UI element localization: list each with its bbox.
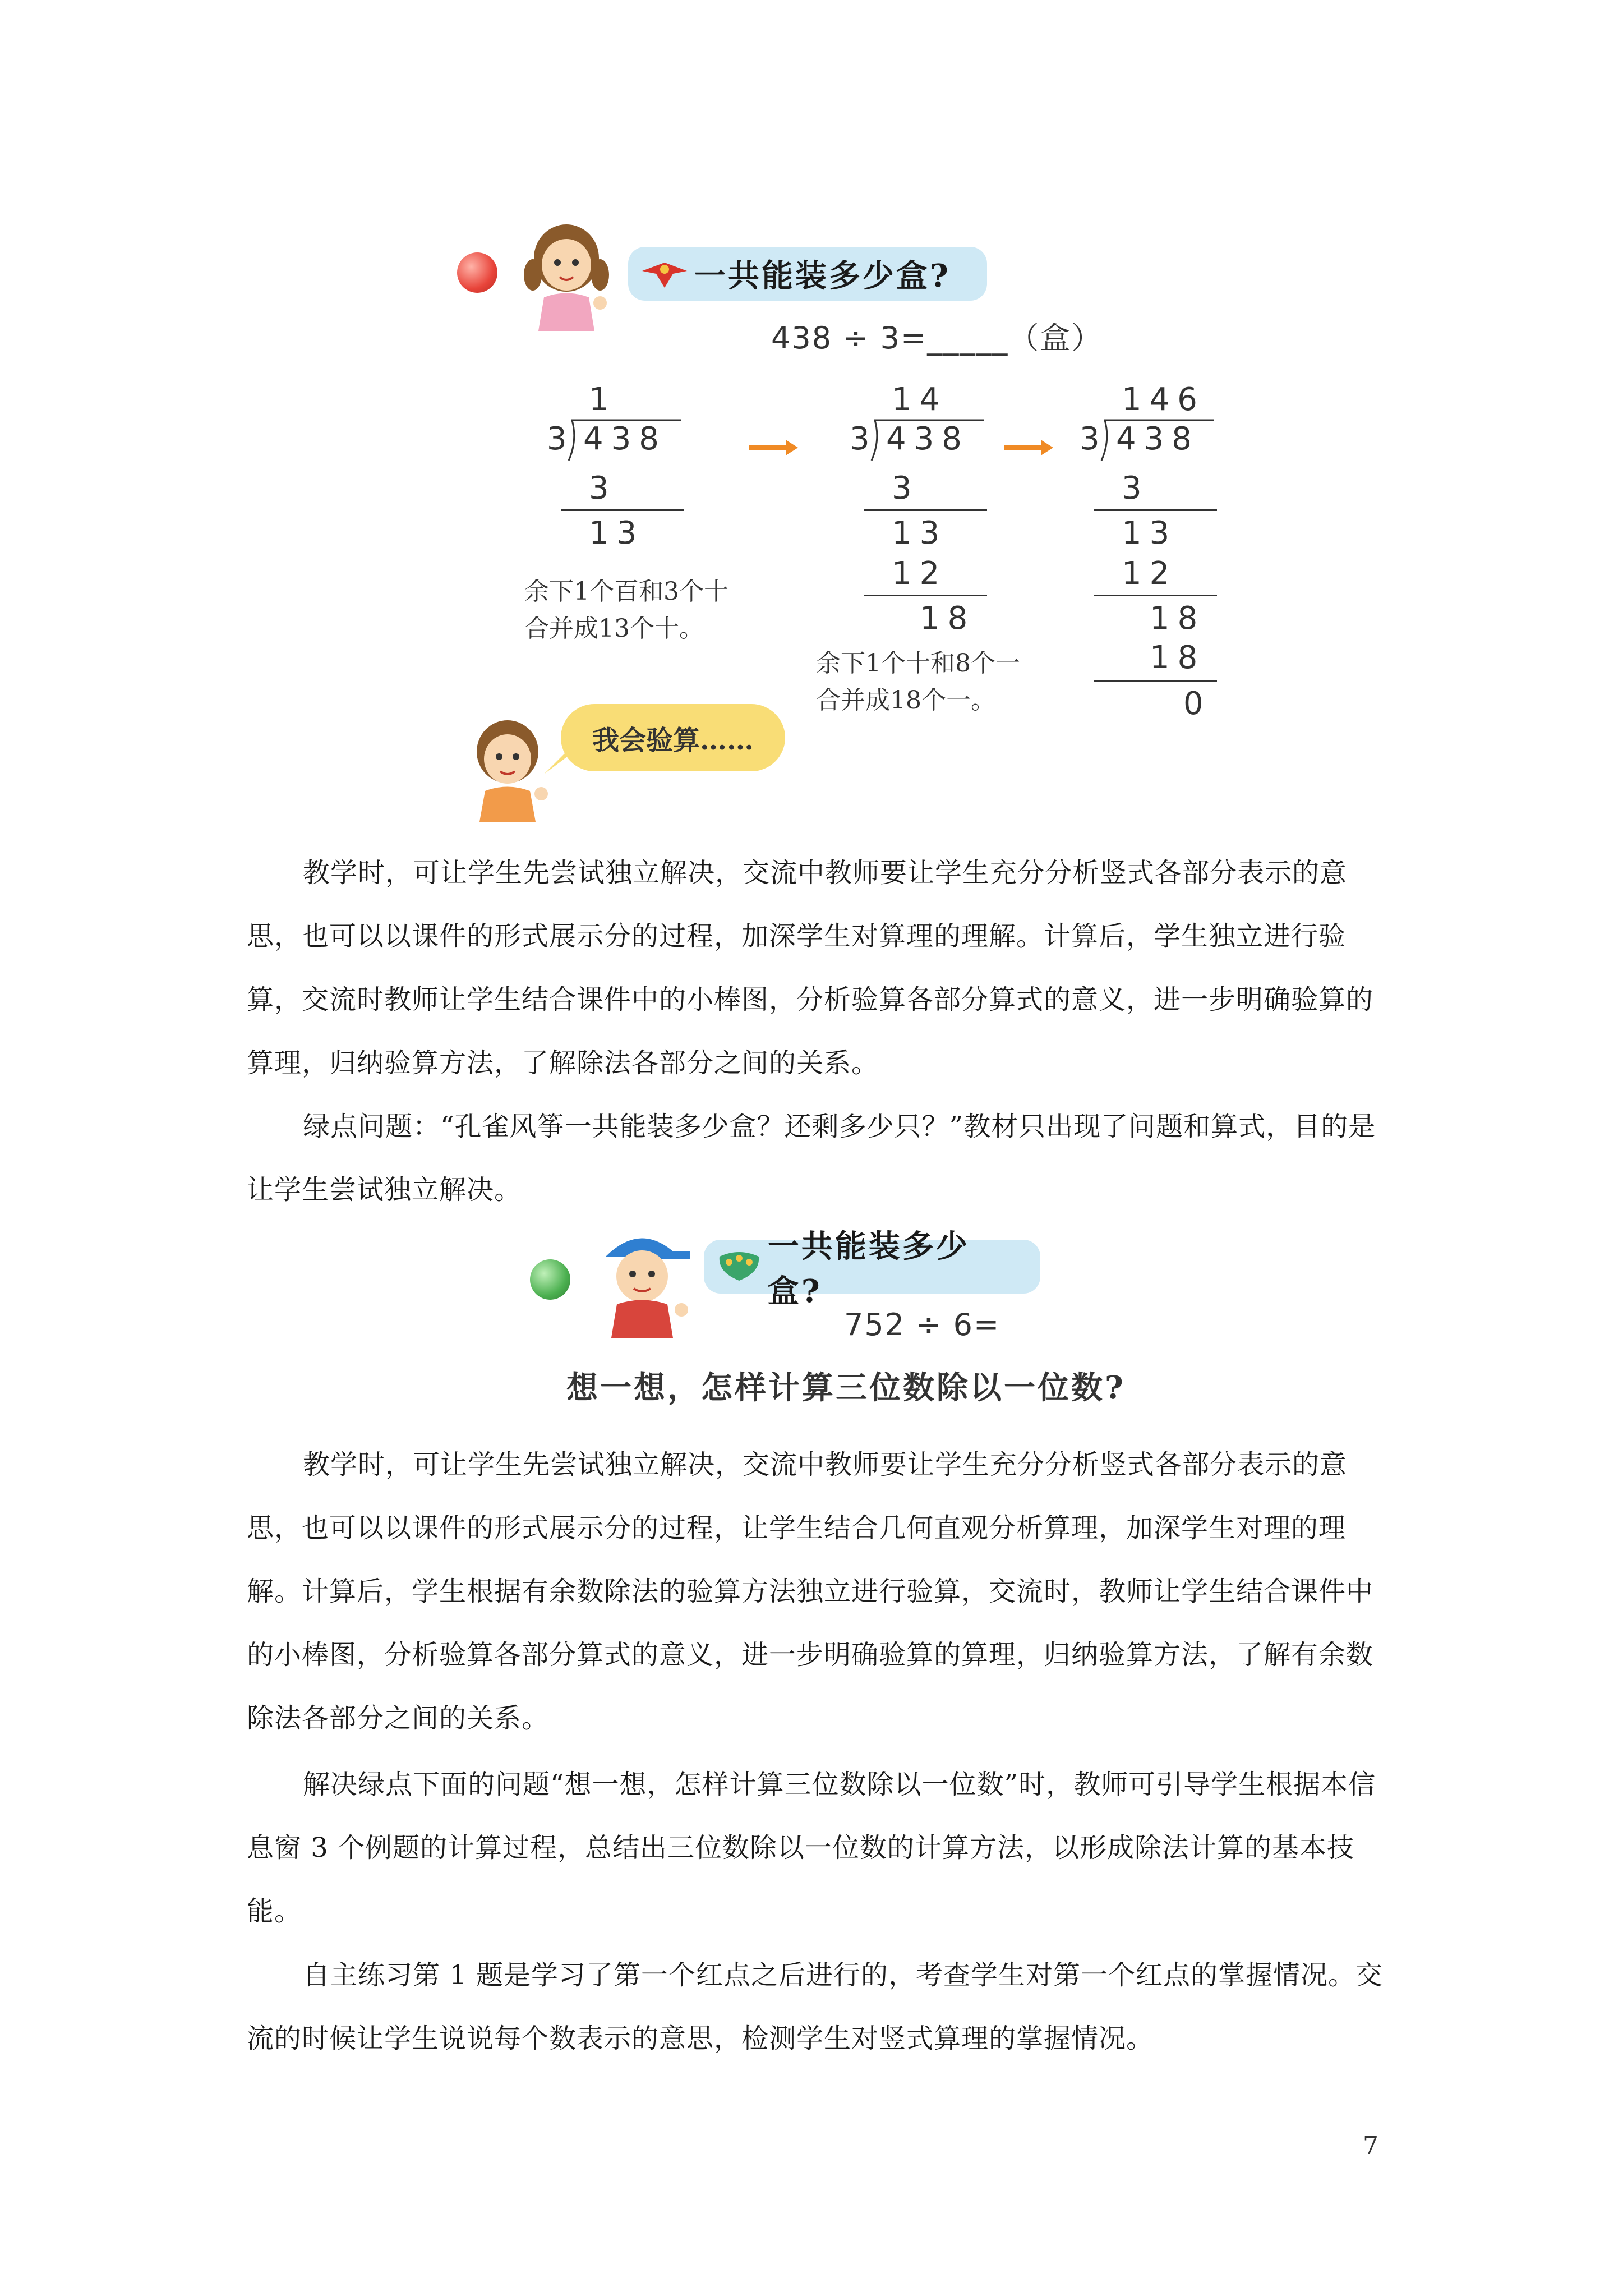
green-dot-icon	[530, 1259, 570, 1300]
divisor: 3	[1080, 421, 1108, 457]
think-prompt: 想一想，怎样计算三位数除以一位数?	[566, 1369, 1126, 1406]
divider-line	[864, 595, 987, 596]
boy-icon	[589, 1226, 695, 1338]
arrow-icon	[1004, 445, 1043, 450]
question-text: 一共能装多少盒?	[694, 257, 951, 295]
check-bubble-text: 我会验算……	[592, 724, 754, 756]
row-2: 13	[1122, 515, 1178, 551]
red-dot-icon	[457, 252, 497, 293]
divider-line	[561, 509, 684, 511]
divisor: 3	[547, 421, 575, 457]
row-4: 18	[920, 600, 976, 637]
quotient: 146	[1122, 381, 1205, 418]
step-note-line-1: 余下1个十和8个一	[816, 649, 1020, 678]
quotient: 1	[589, 381, 617, 418]
girl-icon	[516, 219, 617, 331]
row-1: 3	[892, 470, 920, 507]
row-4: 18	[1150, 600, 1206, 637]
question-bubble	[704, 1228, 1040, 1310]
paragraph-4: 解决绿点下面的问题“想一想，怎样计算三位数除以一位数”时，教师可引导学生根据本信息窗 3 个例题的计算过程，总结出三位数除以一位数的计算方法，以形成除法计算的基本技能。	[247, 1769, 1376, 1927]
arrow-icon	[749, 445, 788, 450]
row-1: 3	[1122, 470, 1150, 507]
question-bubble	[628, 247, 987, 301]
step-note-line-2: 合并成18个一。	[816, 686, 995, 715]
equation: 752 ÷ 6=	[844, 1307, 1000, 1342]
dividend: 438	[583, 421, 667, 457]
paragraph-5: 自主练习第 1 题是学习了第一个红点之后进行的，考查学生对第一个红点的掌握情况。交流的时候让学生说说每个数表示的意思，检测学生对竖式算理的掌握情况。	[247, 1959, 1384, 2054]
divider-line	[1094, 509, 1217, 511]
equation: 438 ÷ 3=_____（盒）	[771, 320, 1103, 356]
quotient: 14	[892, 381, 948, 418]
row-2: 13	[892, 515, 948, 551]
page-number: 7	[1363, 2132, 1378, 2160]
row-6: 0	[1183, 685, 1211, 722]
paragraph-2: 绿点问题：“孔雀风筝一共能装多少盒？还剩多少只？”教材只出现了问题和算式，目的是让学生尝试独立解决。	[247, 1111, 1376, 1205]
paragraph-1: 教学时，可让学生先尝试独立解决，交流中教师要让学生充分分析竖式各部分表示的意思，也可以以课件的形式展示分的过程，加深学生对算理的理解。计算后，学生独立进行验算，交流时教师让学生结合课件中的小棒图，分析验算各部分算式的意义，进一步明确验算的算理，归纳验算方法，了解除法各部分之间的关系。	[247, 857, 1374, 1079]
bubble-tail	[544, 746, 578, 780]
row-3: 12	[1122, 555, 1178, 592]
remainder: 13	[589, 515, 645, 551]
divisor: 3	[850, 421, 878, 457]
divider-line	[1094, 595, 1217, 596]
paragraph-3: 教学时，可让学生先尝试独立解决，交流中教师要让学生充分分析竖式各部分表示的意思，也可以以课件的形式展示分的过程，让学生结合几何直观分析算理，加深学生对理的理解。计算后，学生根据有余数除法的验算方法独立进行验算，交流时，教师让学生结合课件中的小棒图，分析验算各部分算式的意义，进一步明确验算的算理，归纳验算方法，了解有余数除法各部分之间的关系。	[247, 1449, 1374, 1734]
kite-icon	[639, 257, 690, 291]
subtrahend: 3	[589, 470, 617, 507]
peacock-icon	[715, 1250, 763, 1283]
check-bubble	[561, 704, 785, 771]
dividend: 438	[886, 421, 970, 457]
row-5: 18	[1150, 639, 1206, 676]
step-note-line-1: 余下1个百和3个十	[524, 577, 728, 606]
divider-line	[1094, 680, 1217, 682]
row-3: 12	[892, 555, 948, 592]
divider-line	[864, 509, 987, 511]
girl-icon	[460, 715, 555, 822]
step-note-line-2: 合并成13个十。	[524, 614, 704, 643]
dividend: 438	[1116, 421, 1200, 457]
question-text: 一共能装多少盒?	[767, 1228, 970, 1310]
